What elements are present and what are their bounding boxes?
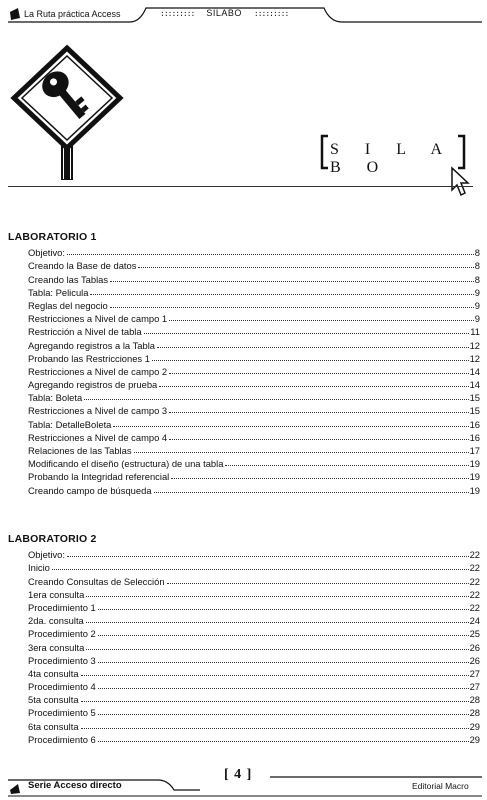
toc-leader-dots — [138, 266, 473, 268]
toc-leader-dots — [90, 293, 473, 295]
toc-entry-title: Creando las Tablas — [28, 273, 109, 285]
toc-leader-dots — [159, 385, 468, 387]
toc-entry-page: 15 — [469, 405, 480, 417]
toc-entry — [28, 245, 480, 258]
toc-leader-dots — [81, 700, 469, 702]
header-divider — [8, 186, 473, 187]
toc-entry — [28, 692, 480, 705]
toc-leader-dots — [152, 359, 469, 361]
toc-entry-page: 19 — [469, 458, 480, 470]
key-sign-icon — [10, 40, 130, 180]
toc-entry-title: Inicio — [28, 562, 50, 574]
toc-entry-title: 3era consulta — [28, 641, 85, 653]
toc-entry — [28, 573, 480, 586]
toc-entry-page: 22 — [469, 588, 480, 600]
toc-entry-title: Procedimiento 5 — [28, 707, 96, 719]
toc-entry-title: Agregando registros a la Tabla — [28, 339, 155, 351]
toc-entry-page: 16 — [469, 418, 480, 430]
lab-1-toc — [8, 245, 480, 496]
toc-entry — [28, 639, 480, 652]
silabo-title: S I L A B O — [330, 141, 453, 176]
toc-entry — [28, 403, 480, 416]
toc-entry-page: 26 — [469, 641, 480, 653]
toc-entry — [28, 430, 480, 443]
toc-entry — [28, 705, 480, 718]
toc-entry-page: 9 — [474, 299, 480, 311]
toc-entry-page: 11 — [470, 326, 480, 338]
toc-entry-title: Procedimiento 6 — [28, 733, 96, 745]
toc-entry-title: 4ta consulta — [28, 667, 79, 679]
toc-entry — [28, 311, 480, 324]
toc-leader-dots — [81, 727, 469, 729]
toc-leader-dots — [98, 740, 469, 742]
toc-entry-page: 25 — [469, 628, 480, 640]
lab-2-section — [8, 533, 480, 745]
toc-entry-page: 9 — [474, 286, 480, 298]
series-name: Serie Acceso directo — [28, 780, 122, 791]
toc-leader-dots — [98, 634, 469, 636]
toc-entry-title: Tabla: Boleta — [28, 392, 83, 404]
toc-leader-dots — [171, 477, 468, 479]
series-logo-icon — [10, 784, 20, 794]
toc-entry-title: Relaciones de las Tablas — [28, 445, 132, 456]
toc-entry-title: Creando Consultas de Selección — [28, 575, 165, 587]
toc-leader-dots — [86, 595, 468, 597]
toc-entry — [28, 271, 480, 284]
header-section — [160, 8, 288, 18]
toc-entry-page: 16 — [469, 431, 480, 443]
toc-entry — [28, 653, 480, 666]
toc-entry-page: 9 — [474, 313, 480, 325]
toc-leader-dots — [169, 438, 468, 440]
cursor-arrow-icon — [450, 166, 476, 200]
toc-leader-dots — [98, 713, 469, 715]
toc-entry — [28, 456, 480, 469]
lab-2-toc — [8, 547, 480, 745]
toc-leader-dots — [110, 280, 474, 282]
toc-entry-title: Procedimiento 4 — [28, 681, 96, 693]
toc-leader-dots — [154, 491, 469, 493]
toc-entry-title: Restricciones a Nivel de campo 1 — [28, 313, 168, 325]
page-header — [0, 0, 487, 34]
publisher-name: Editorial Macro — [412, 781, 469, 791]
toc-entry — [28, 364, 480, 377]
toc-leader-dots — [167, 582, 469, 584]
toc-entry-page: 19 — [469, 471, 480, 483]
toc-entry — [28, 587, 480, 600]
toc-entry-page: 19 — [469, 484, 480, 496]
toc-entry — [28, 626, 480, 639]
toc-entry — [28, 443, 480, 456]
toc-entry — [28, 718, 480, 731]
toc-entry-title: Creando la Base de datos — [28, 260, 137, 272]
toc-leader-dots — [81, 674, 469, 676]
toc-entry-title: Probando las Restricciones 1 — [28, 352, 150, 364]
toc-entry-title: Modificando el diseño (estructura) de una tabla — [28, 458, 224, 470]
toc-entry — [28, 324, 480, 337]
toc-leader-dots — [52, 568, 469, 570]
lab-2-title: LABORATORIO 2 — [8, 533, 97, 545]
toc-leader-dots — [98, 608, 469, 610]
toc-entry — [28, 298, 480, 311]
toc-entry — [28, 666, 480, 679]
toc-entry-title: Procedimiento 2 — [28, 628, 96, 640]
toc-entry-title: Objetivo: — [28, 549, 65, 561]
toc-entry — [28, 390, 480, 403]
toc-entry-page: 8 — [474, 247, 480, 259]
toc-leader-dots — [110, 306, 474, 308]
book-title: La Ruta práctica Access — [24, 9, 121, 19]
toc-entry — [28, 469, 480, 482]
toc-entry — [28, 482, 480, 495]
toc-entry-page: 28 — [469, 694, 480, 706]
toc-leader-dots — [134, 451, 469, 453]
toc-entry — [28, 600, 480, 613]
toc-entry-title: 1era consulta — [28, 588, 85, 600]
toc-entry-page: 26 — [469, 654, 480, 666]
toc-entry-title: 5ta consulta — [28, 694, 79, 706]
toc-leader-dots — [169, 372, 468, 374]
toc-entry-title: Probando la Integridad referencial — [28, 471, 170, 483]
toc-entry-title: Creando campo de búsqueda — [28, 484, 152, 496]
lab-1-section — [8, 231, 480, 496]
toc-entry-title: Restricciones a Nivel de campo 2 — [28, 365, 168, 377]
toc-entry — [28, 285, 480, 298]
toc-entry-page: 15 — [469, 392, 480, 404]
toc-entry-page: 12 — [469, 339, 480, 351]
toc-entry-page: 24 — [469, 615, 480, 627]
toc-entry — [28, 351, 480, 364]
toc-entry — [28, 679, 480, 692]
toc-entry — [28, 377, 480, 390]
toc-entry-page: 29 — [469, 733, 480, 745]
toc-entry-title: Tabla: Pelicula — [28, 286, 89, 298]
toc-entry-title: Restricción a Nivel de tabla — [28, 326, 142, 338]
toc-entry-page: 22 — [469, 549, 480, 561]
toc-entry — [28, 258, 480, 271]
toc-leader-dots — [225, 464, 468, 466]
toc-leader-dots — [144, 332, 470, 334]
page-footer — [0, 760, 487, 800]
toc-entry-page: 29 — [469, 720, 480, 732]
header-dots-left: ::::::::: — [160, 9, 195, 18]
toc-entry — [28, 732, 480, 745]
toc-entry-title: Restricciones a Nivel de campo 4 — [28, 431, 168, 443]
toc-entry-title: Objetivo: — [28, 247, 65, 259]
toc-leader-dots — [67, 253, 474, 255]
toc-entry-title: Procedimiento 1 — [28, 601, 96, 613]
toc-leader-dots — [98, 661, 469, 663]
toc-leader-dots — [86, 621, 469, 623]
toc-entry-title: 6ta consulta — [28, 720, 79, 732]
toc-entry-title: 2da. consulta — [28, 615, 84, 627]
toc-entry — [28, 337, 480, 350]
toc-leader-dots — [157, 346, 469, 348]
toc-entry — [28, 416, 480, 429]
toc-entry — [28, 613, 480, 626]
header-dots-right: ::::::::: — [253, 9, 289, 18]
toc-entry-page: 8 — [474, 260, 480, 272]
toc-leader-dots — [67, 555, 469, 557]
toc-entry — [28, 560, 480, 573]
page-number: [ 4 ] — [224, 767, 253, 782]
toc-entry-page: 27 — [469, 667, 480, 679]
toc-entry-page: 12 — [469, 352, 480, 364]
toc-entry-title: Agregando registros de prueba — [28, 379, 158, 391]
toc-leader-dots — [169, 319, 474, 321]
toc-leader-dots — [86, 648, 468, 650]
toc-entry-title: Procedimiento 3 — [28, 654, 96, 666]
toc-entry — [28, 547, 480, 560]
toc-entry-title: Tabla: DetalleBoleta — [28, 418, 112, 430]
toc-entry-page: 22 — [469, 601, 480, 613]
toc-entry-page: 22 — [469, 562, 480, 574]
toc-leader-dots — [98, 687, 469, 689]
toc-entry-page: 8 — [474, 273, 480, 285]
toc-entry-page: 28 — [469, 707, 480, 719]
toc-entry-page: 14 — [469, 379, 480, 391]
toc-entry-page: 22 — [469, 575, 480, 587]
toc-leader-dots — [113, 425, 468, 427]
toc-entry-page: 14 — [469, 365, 480, 377]
book-icon — [10, 8, 20, 20]
header-section-title: SILABO — [206, 8, 242, 18]
toc-entry-title: Restricciones a Nivel de campo 3 — [28, 405, 168, 417]
toc-leader-dots — [169, 411, 468, 413]
toc-entry-page: 17 — [469, 445, 480, 456]
toc-entry-page: 27 — [469, 681, 480, 693]
toc-entry-title: Reglas del negocio — [28, 299, 108, 311]
toc-leader-dots — [84, 398, 468, 400]
lab-1-title: LABORATORIO 1 — [8, 231, 97, 243]
